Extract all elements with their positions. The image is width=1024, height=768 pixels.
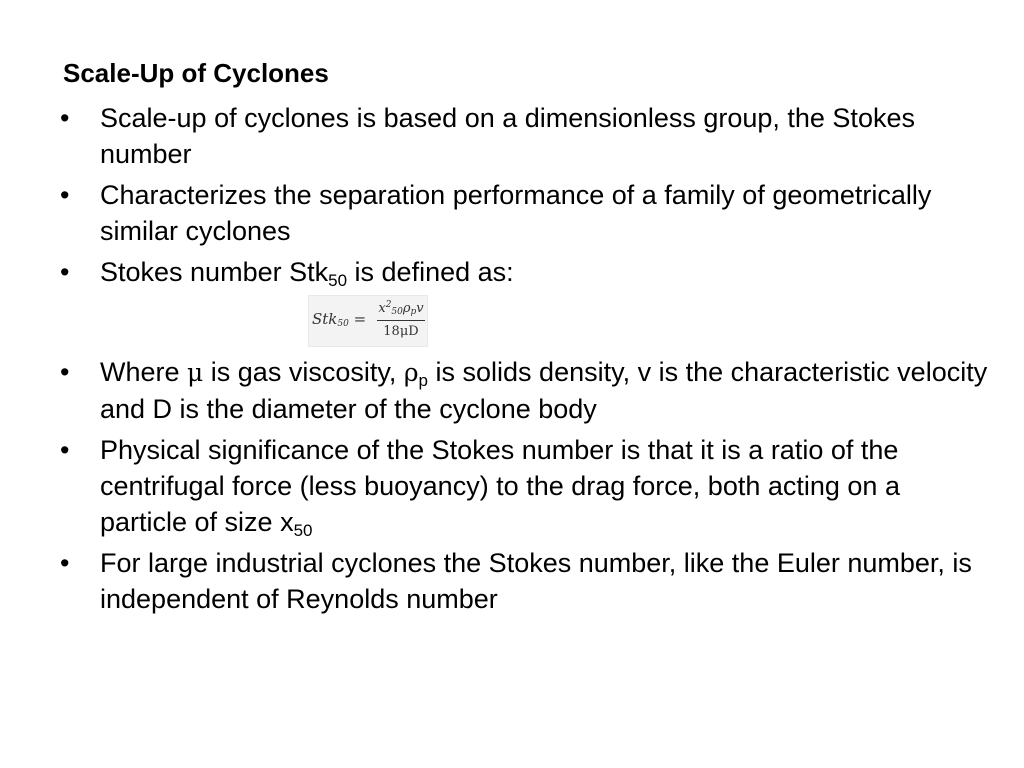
bullet-text xyxy=(100,432,988,540)
bullet-item xyxy=(58,432,988,540)
bullet-text: Scale-up of cyclones is based on a dimensionless group, the Stokes number xyxy=(100,103,915,169)
bullet-text-part: is gas viscosity, xyxy=(203,357,404,387)
mu-symbol: μ xyxy=(187,358,204,387)
bullet-item xyxy=(58,177,988,249)
rho-symbol: ρ xyxy=(403,358,419,387)
subscript: p xyxy=(418,371,429,390)
bullet-item xyxy=(58,254,988,290)
bullet-text-part: Physical significance of the Stokes number is that it is a ratio of the centrifugal force (less buoyancy) to the drag force, both acting on a particle of size x xyxy=(100,435,900,537)
bullet-text: Characterizes the separation performance of a family of geometrically similar cyclones xyxy=(100,180,932,246)
bullet-icon: • xyxy=(60,357,70,387)
bullet-text-part: is solids density, v is the characteristic velocity and D is the diameter of the cyclone body xyxy=(100,357,988,424)
bullet-item xyxy=(58,354,988,427)
formula-lhs xyxy=(312,310,366,328)
subscript: 50 xyxy=(328,271,348,290)
formula-x: x xyxy=(378,301,386,316)
bullet-icon: • xyxy=(60,180,70,210)
formula-row xyxy=(58,295,988,349)
formula-lhs-base: Stk xyxy=(312,310,338,328)
formula-lhs-sub: 50 xyxy=(337,319,349,329)
subscript: 50 xyxy=(293,521,313,540)
formula-fraction xyxy=(375,298,427,343)
bullet-text xyxy=(100,354,988,427)
bullet-text-part: Stokes number Stk xyxy=(100,257,329,287)
stokes-formula-image xyxy=(308,295,428,347)
bullet-text-part: is defined as: xyxy=(347,257,514,287)
bullet-text: For large industrial cyclones the Stokes number, like the Euler number, is independent of Reynolds number xyxy=(100,548,972,614)
slide-title: Scale-Up of Cyclones xyxy=(63,58,329,88)
bullet-icon: • xyxy=(60,548,70,578)
formula-equals: = xyxy=(348,310,367,328)
formula-rho-sub: p xyxy=(410,307,417,317)
bullet-icon: • xyxy=(60,257,70,287)
bullet-list xyxy=(58,100,988,622)
bullet-text-part: Where xyxy=(100,357,188,387)
formula-sub: 50 xyxy=(391,307,403,317)
formula-sup: 2 xyxy=(385,300,392,310)
formula-numerator xyxy=(375,298,427,320)
formula-v: v xyxy=(416,301,424,316)
bullet-item xyxy=(58,545,988,617)
bullet-icon: • xyxy=(60,103,70,133)
bullet-text xyxy=(100,254,988,290)
formula-denominator: 18μD xyxy=(383,324,419,339)
bullet-icon: • xyxy=(60,435,70,465)
bullet-item xyxy=(58,100,988,172)
formula-rho: ρ xyxy=(402,301,411,316)
